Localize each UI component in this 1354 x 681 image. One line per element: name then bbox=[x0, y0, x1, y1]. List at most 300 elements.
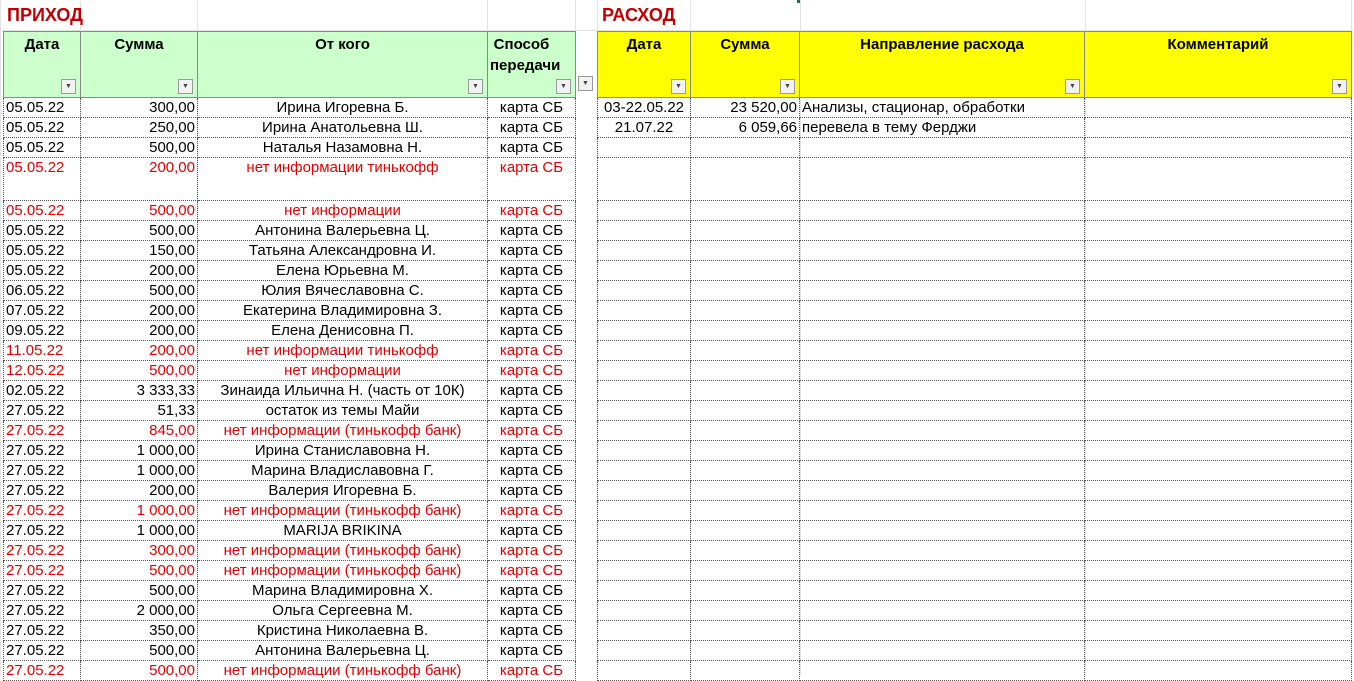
income-amount-cell[interactable]: 500,00 bbox=[81, 581, 198, 601]
income-header-method: Способ передачи ▼ bbox=[488, 32, 576, 98]
income-date-cell[interactable]: 27.05.22 bbox=[4, 461, 81, 481]
income-amount-cell[interactable]: 500,00 bbox=[81, 201, 198, 221]
expense-amount-cell[interactable] bbox=[691, 601, 800, 621]
income-from-cell[interactable]: Екатерина Владимировна З. bbox=[198, 301, 488, 321]
table-row bbox=[4, 241, 576, 261]
expense-date-cell[interactable] bbox=[598, 501, 691, 521]
income-title: ПРИХОД bbox=[7, 5, 84, 25]
expense-amount-cell[interactable] bbox=[691, 501, 800, 521]
table-row bbox=[598, 381, 1352, 401]
income-amount-cell[interactable]: 845,00 bbox=[81, 421, 198, 441]
expense-comment-cell[interactable] bbox=[1085, 361, 1352, 381]
expense-comment-cell[interactable] bbox=[1085, 581, 1352, 601]
income-method-cell[interactable]: карта СБ bbox=[488, 641, 576, 661]
income-amount-cell[interactable]: 500,00 bbox=[81, 661, 198, 681]
table-row bbox=[598, 541, 1352, 561]
expense-date-cell[interactable] bbox=[598, 661, 691, 681]
expense-comment-cell[interactable] bbox=[1085, 381, 1352, 401]
income-date-cell[interactable]: 27.05.22 bbox=[4, 521, 81, 541]
expense-direction-cell[interactable] bbox=[800, 601, 1085, 621]
expense-amount-cell[interactable]: 6 059,66 bbox=[691, 118, 800, 138]
income-date-cell[interactable]: 12.05.22 bbox=[4, 361, 81, 381]
income-from-cell[interactable]: Ольга Сергеевна М. bbox=[198, 601, 488, 621]
expense-comment-cell[interactable] bbox=[1085, 98, 1352, 118]
income-method-cell[interactable]: карта СБ bbox=[488, 158, 576, 201]
expense-date-cell[interactable] bbox=[598, 601, 691, 621]
expense-amount-cell[interactable] bbox=[691, 421, 800, 441]
expense-direction-cell[interactable] bbox=[800, 481, 1085, 501]
income-from-cell[interactable]: Елена Денисовна П. bbox=[198, 321, 488, 341]
expense-header-comment: Комментарий ▼ bbox=[1085, 32, 1352, 98]
income-method-cell[interactable]: карта СБ bbox=[488, 541, 576, 561]
expense-comment-cell[interactable] bbox=[1085, 501, 1352, 521]
income-method-cell[interactable]: карта СБ bbox=[488, 381, 576, 401]
filter-dropdown-icon[interactable]: ▼ bbox=[556, 79, 571, 94]
income-from-cell[interactable]: Юлия Вячеславовна С. bbox=[198, 281, 488, 301]
expense-direction-cell[interactable] bbox=[800, 201, 1085, 221]
expense-date-cell[interactable]: 03-22.05.22 bbox=[598, 98, 691, 118]
table-row bbox=[4, 561, 576, 581]
expense-direction-cell[interactable] bbox=[800, 621, 1085, 641]
income-method-cell[interactable]: карта СБ bbox=[488, 361, 576, 381]
income-from-cell[interactable]: Ирина Станиславовна Н. bbox=[198, 441, 488, 461]
expense-comment-cell[interactable] bbox=[1085, 201, 1352, 221]
expense-direction-cell[interactable] bbox=[800, 421, 1085, 441]
expense-comment-cell[interactable] bbox=[1085, 401, 1352, 421]
income-amount-cell[interactable]: 350,00 bbox=[81, 621, 198, 641]
table-row bbox=[598, 461, 1352, 481]
income-date-cell[interactable]: 05.05.22 bbox=[4, 138, 81, 158]
expense-amount-cell[interactable]: 23 520,00 bbox=[691, 98, 800, 118]
expense-comment-cell[interactable] bbox=[1085, 641, 1352, 661]
income-amount-cell[interactable]: 1 000,00 bbox=[81, 501, 198, 521]
expense-comment-cell[interactable] bbox=[1085, 158, 1352, 201]
income-date-cell[interactable]: 05.05.22 bbox=[4, 201, 81, 221]
table-row bbox=[598, 138, 1352, 158]
expense-amount-cell[interactable] bbox=[691, 138, 800, 158]
expense-direction-cell[interactable] bbox=[800, 501, 1085, 521]
income-header-amount: Сумма ▼ bbox=[81, 32, 198, 98]
income-header-from: От кого ▼ bbox=[198, 32, 488, 98]
table-row bbox=[4, 281, 576, 301]
income-amount-cell[interactable]: 300,00 bbox=[81, 98, 198, 118]
expense-direction-cell[interactable] bbox=[800, 158, 1085, 201]
income-amount-cell[interactable]: 51,33 bbox=[81, 401, 198, 421]
table-row bbox=[4, 581, 576, 601]
expense-date-cell[interactable] bbox=[598, 521, 691, 541]
income-method-cell[interactable]: карта СБ bbox=[488, 118, 576, 138]
income-date-cell[interactable]: 27.05.22 bbox=[4, 641, 81, 661]
filter-dropdown-icon[interactable]: ▼ bbox=[671, 79, 686, 94]
expense-comment-cell[interactable] bbox=[1085, 481, 1352, 501]
expense-comment-cell[interactable] bbox=[1085, 281, 1352, 301]
income-date-cell[interactable]: 07.05.22 bbox=[4, 301, 81, 321]
table-row bbox=[598, 321, 1352, 341]
income-from-cell[interactable]: Наталья Назамовна Н. bbox=[198, 138, 488, 158]
income-header-date: Дата ▼ bbox=[4, 32, 81, 98]
income-from-cell[interactable]: нет информации тинькофф bbox=[198, 158, 488, 201]
table-row bbox=[4, 98, 576, 118]
income-amount-cell[interactable]: 500,00 bbox=[81, 641, 198, 661]
expense-comment-cell[interactable] bbox=[1085, 601, 1352, 621]
table-row bbox=[4, 138, 576, 158]
table-row bbox=[4, 361, 576, 381]
income-method-cell[interactable]: карта СБ bbox=[488, 221, 576, 241]
table-row bbox=[598, 601, 1352, 621]
expense-direction-cell[interactable] bbox=[800, 581, 1085, 601]
income-date-cell[interactable]: 27.05.22 bbox=[4, 481, 81, 501]
income-amount-cell[interactable]: 200,00 bbox=[81, 301, 198, 321]
expense-comment-cell[interactable] bbox=[1085, 321, 1352, 341]
income-from-cell[interactable]: Антонина Валерьевна Ц. bbox=[198, 641, 488, 661]
expense-amount-cell[interactable] bbox=[691, 461, 800, 481]
income-from-cell[interactable]: Марина Владиславовна Г. bbox=[198, 461, 488, 481]
income-method-cell[interactable]: карта СБ bbox=[488, 301, 576, 321]
income-method-cell[interactable]: карта СБ bbox=[488, 421, 576, 441]
expense-amount-cell[interactable] bbox=[691, 581, 800, 601]
income-method-cell[interactable]: карта СБ bbox=[488, 281, 576, 301]
income-from-cell[interactable]: Татьяна Александровна И. bbox=[198, 241, 488, 261]
income-from-cell[interactable]: нет информации (тинькофф банк) bbox=[198, 661, 488, 681]
income-amount-cell[interactable]: 500,00 bbox=[81, 281, 198, 301]
expense-direction-cell[interactable] bbox=[800, 521, 1085, 541]
table-row bbox=[598, 441, 1352, 461]
expense-comment-cell[interactable] bbox=[1085, 421, 1352, 441]
expense-amount-cell[interactable] bbox=[691, 381, 800, 401]
expense-direction-cell[interactable] bbox=[800, 541, 1085, 561]
table-row bbox=[598, 501, 1352, 521]
table-row bbox=[4, 381, 576, 401]
income-date-cell[interactable]: 27.05.22 bbox=[4, 541, 81, 561]
table-row bbox=[598, 521, 1352, 541]
table-row bbox=[4, 481, 576, 501]
income-date-cell[interactable]: 27.05.22 bbox=[4, 421, 81, 441]
income-date-cell[interactable]: 27.05.22 bbox=[4, 601, 81, 621]
expense-date-cell[interactable] bbox=[598, 441, 691, 461]
income-date-cell[interactable]: 27.05.22 bbox=[4, 561, 81, 581]
expense-date-cell[interactable] bbox=[598, 261, 691, 281]
income-date-cell[interactable]: 05.05.22 bbox=[4, 118, 81, 138]
expense-comment-cell[interactable] bbox=[1085, 541, 1352, 561]
expense-date-cell[interactable]: 21.07.22 bbox=[598, 118, 691, 138]
expense-comment-cell[interactable] bbox=[1085, 241, 1352, 261]
table-row bbox=[4, 401, 576, 421]
table-row bbox=[4, 661, 576, 681]
income-from-cell[interactable]: нет информации (тинькофф банк) bbox=[198, 501, 488, 521]
expense-table bbox=[597, 31, 1352, 681]
income-amount-cell[interactable]: 200,00 bbox=[81, 321, 198, 341]
income-date-cell[interactable]: 05.05.22 bbox=[4, 158, 81, 201]
income-amount-cell[interactable]: 200,00 bbox=[81, 341, 198, 361]
income-date-cell[interactable]: 27.05.22 bbox=[4, 581, 81, 601]
expense-comment-cell[interactable] bbox=[1085, 661, 1352, 681]
table-row bbox=[4, 421, 576, 441]
expense-direction-cell[interactable] bbox=[800, 561, 1085, 581]
income-from-cell[interactable]: нет информации bbox=[198, 201, 488, 221]
table-row bbox=[598, 621, 1352, 641]
expense-date-cell[interactable] bbox=[598, 581, 691, 601]
expense-amount-cell[interactable] bbox=[691, 541, 800, 561]
expense-amount-cell[interactable] bbox=[691, 661, 800, 681]
filter-dropdown-icon[interactable]: ▼ bbox=[578, 76, 593, 91]
income-method-cell[interactable]: карта СБ bbox=[488, 241, 576, 261]
income-from-cell[interactable]: нет информации bbox=[198, 361, 488, 381]
expense-header-date: Дата ▼ bbox=[598, 32, 691, 98]
income-amount-cell[interactable]: 200,00 bbox=[81, 261, 198, 281]
filter-dropdown-icon[interactable]: ▼ bbox=[1065, 79, 1080, 94]
income-date-cell[interactable]: 05.05.22 bbox=[4, 221, 81, 241]
table-row bbox=[598, 261, 1352, 281]
income-date-cell[interactable]: 05.05.22 bbox=[4, 241, 81, 261]
income-method-cell[interactable]: карта СБ bbox=[488, 561, 576, 581]
expense-comment-cell[interactable] bbox=[1085, 521, 1352, 541]
income-amount-cell[interactable]: 500,00 bbox=[81, 221, 198, 241]
expense-date-cell[interactable] bbox=[598, 158, 691, 201]
table-row bbox=[598, 641, 1352, 661]
income-method-cell[interactable]: карта СБ bbox=[488, 501, 576, 521]
expense-amount-cell[interactable] bbox=[691, 158, 800, 201]
income-method-cell[interactable]: карта СБ bbox=[488, 321, 576, 341]
income-from-cell[interactable]: Ирина Игоревна Б. bbox=[198, 98, 488, 118]
table-row bbox=[598, 661, 1352, 681]
expense-amount-cell[interactable] bbox=[691, 281, 800, 301]
income-from-cell[interactable]: нет информации (тинькофф банк) bbox=[198, 421, 488, 441]
table-row bbox=[4, 541, 576, 561]
table-row bbox=[598, 421, 1352, 441]
expense-direction-cell[interactable] bbox=[800, 641, 1085, 661]
income-from-cell[interactable]: Зинаида Ильична Н. (часть от 10К) bbox=[198, 381, 488, 401]
expense-date-cell[interactable] bbox=[598, 541, 691, 561]
table-row bbox=[4, 201, 576, 221]
expense-amount-cell[interactable] bbox=[691, 221, 800, 241]
income-amount-cell[interactable]: 1 000,00 bbox=[81, 461, 198, 481]
income-amount-cell[interactable]: 2 000,00 bbox=[81, 601, 198, 621]
expense-comment-cell[interactable] bbox=[1085, 461, 1352, 481]
income-date-cell[interactable]: 27.05.22 bbox=[4, 501, 81, 521]
expense-comment-cell[interactable] bbox=[1085, 301, 1352, 321]
income-method-cell[interactable]: карта СБ bbox=[488, 601, 576, 621]
expense-comment-cell[interactable] bbox=[1085, 138, 1352, 158]
income-method-cell[interactable]: карта СБ bbox=[488, 581, 576, 601]
expense-date-cell[interactable] bbox=[598, 341, 691, 361]
income-from-cell[interactable]: нет информации тинькофф bbox=[198, 341, 488, 361]
expense-direction-cell[interactable] bbox=[800, 381, 1085, 401]
expense-comment-cell[interactable] bbox=[1085, 621, 1352, 641]
income-method-cell[interactable]: карта СБ bbox=[488, 201, 576, 221]
expense-date-cell[interactable] bbox=[598, 621, 691, 641]
expense-comment-cell[interactable] bbox=[1085, 561, 1352, 581]
filter-dropdown-icon[interactable]: ▼ bbox=[468, 79, 483, 94]
income-table bbox=[3, 31, 576, 681]
expense-direction-cell[interactable] bbox=[800, 138, 1085, 158]
expense-amount-cell[interactable] bbox=[691, 261, 800, 281]
income-date-cell[interactable]: 02.05.22 bbox=[4, 381, 81, 401]
expense-comment-cell[interactable] bbox=[1085, 118, 1352, 138]
expense-amount-cell[interactable] bbox=[691, 641, 800, 661]
expense-amount-cell[interactable] bbox=[691, 441, 800, 461]
income-method-cell[interactable]: карта СБ bbox=[488, 621, 576, 641]
table-row bbox=[4, 641, 576, 661]
table-row bbox=[598, 158, 1352, 201]
expense-amount-cell[interactable] bbox=[691, 521, 800, 541]
filter-dropdown-icon[interactable]: ▼ bbox=[1332, 79, 1347, 94]
expense-direction-cell[interactable] bbox=[800, 661, 1085, 681]
income-from-cell[interactable]: Валерия Игоревна Б. bbox=[198, 481, 488, 501]
income-amount-cell[interactable]: 1 000,00 bbox=[81, 521, 198, 541]
income-amount-cell[interactable]: 200,00 bbox=[81, 158, 198, 201]
filter-dropdown-icon[interactable]: ▼ bbox=[178, 79, 193, 94]
expense-direction-cell[interactable] bbox=[800, 441, 1085, 461]
expense-header-direction: Направление расхода ▼ bbox=[800, 32, 1085, 98]
income-date-cell[interactable]: 27.05.22 bbox=[4, 441, 81, 461]
table-row bbox=[4, 621, 576, 641]
table-row bbox=[4, 441, 576, 461]
expense-amount-cell[interactable] bbox=[691, 341, 800, 361]
income-amount-cell[interactable]: 200,00 bbox=[81, 481, 198, 501]
income-method-cell[interactable]: карта СБ bbox=[488, 261, 576, 281]
expense-date-cell[interactable] bbox=[598, 221, 691, 241]
expense-title: РАСХОД bbox=[602, 5, 676, 25]
income-from-cell[interactable]: Антонина Валерьевна Ц. bbox=[198, 221, 488, 241]
expense-date-cell[interactable] bbox=[598, 461, 691, 481]
table-row bbox=[598, 401, 1352, 421]
expense-direction-cell[interactable] bbox=[800, 461, 1085, 481]
expense-date-cell[interactable] bbox=[598, 281, 691, 301]
expense-comment-cell[interactable] bbox=[1085, 441, 1352, 461]
income-method-cell[interactable]: карта СБ bbox=[488, 521, 576, 541]
table-row bbox=[4, 341, 576, 361]
table-row bbox=[598, 98, 1352, 118]
expense-date-cell[interactable] bbox=[598, 381, 691, 401]
table-row bbox=[598, 118, 1352, 138]
expense-amount-cell[interactable] bbox=[691, 241, 800, 261]
expense-date-cell[interactable] bbox=[598, 301, 691, 321]
expense-comment-cell[interactable] bbox=[1085, 221, 1352, 241]
expense-date-cell[interactable] bbox=[598, 201, 691, 221]
expense-direction-cell[interactable] bbox=[800, 341, 1085, 361]
expense-date-cell[interactable] bbox=[598, 241, 691, 261]
expense-direction-cell[interactable] bbox=[800, 221, 1085, 241]
table-row bbox=[598, 481, 1352, 501]
expense-amount-cell[interactable] bbox=[691, 321, 800, 341]
expense-direction-cell[interactable] bbox=[800, 321, 1085, 341]
table-row bbox=[598, 201, 1352, 221]
table-row bbox=[4, 158, 576, 201]
income-method-cell[interactable]: карта СБ bbox=[488, 441, 576, 461]
expense-direction-cell[interactable]: перевела в тему Ферджи bbox=[800, 118, 1085, 138]
expense-direction-cell[interactable] bbox=[800, 361, 1085, 381]
table-row bbox=[4, 118, 576, 138]
income-amount-cell[interactable]: 500,00 bbox=[81, 361, 198, 381]
table-row bbox=[598, 241, 1352, 261]
expense-amount-cell[interactable] bbox=[691, 201, 800, 221]
income-from-cell[interactable]: нет информации (тинькофф банк) bbox=[198, 541, 488, 561]
table-row bbox=[598, 281, 1352, 301]
income-from-cell[interactable]: Елена Юрьевна М. bbox=[198, 261, 488, 281]
expense-comment-cell[interactable] bbox=[1085, 341, 1352, 361]
expense-comment-cell[interactable] bbox=[1085, 261, 1352, 281]
income-from-cell[interactable]: нет информации (тинькофф банк) bbox=[198, 561, 488, 581]
expense-amount-cell[interactable] bbox=[691, 561, 800, 581]
filter-dropdown-icon[interactable]: ▼ bbox=[780, 79, 795, 94]
expense-direction-cell[interactable] bbox=[800, 301, 1085, 321]
table-row bbox=[4, 521, 576, 541]
expense-header-amount: Сумма ▼ bbox=[691, 32, 800, 98]
expense-direction-cell[interactable] bbox=[800, 261, 1085, 281]
expense-date-cell[interactable] bbox=[598, 561, 691, 581]
income-date-cell[interactable]: 27.05.22 bbox=[4, 401, 81, 421]
filter-dropdown-icon[interactable]: ▼ bbox=[61, 79, 76, 94]
income-from-cell[interactable]: MARIJA BRIKINA bbox=[198, 521, 488, 541]
income-date-cell[interactable]: 05.05.22 bbox=[4, 261, 81, 281]
expense-date-cell[interactable] bbox=[598, 361, 691, 381]
income-method-cell[interactable]: карта СБ bbox=[488, 138, 576, 158]
income-from-cell[interactable]: остаток из темы Майи bbox=[198, 401, 488, 421]
income-amount-cell[interactable]: 500,00 bbox=[81, 138, 198, 158]
expense-direction-cell[interactable] bbox=[800, 401, 1085, 421]
income-amount-cell[interactable]: 500,00 bbox=[81, 561, 198, 581]
income-date-cell[interactable]: 06.05.22 bbox=[4, 281, 81, 301]
income-method-cell[interactable]: карта СБ bbox=[488, 461, 576, 481]
gridline-v bbox=[0, 0, 1, 675]
income-date-cell[interactable]: 09.05.22 bbox=[4, 321, 81, 341]
expense-direction-cell[interactable] bbox=[800, 241, 1085, 261]
expense-date-cell[interactable] bbox=[598, 421, 691, 441]
income-method-cell[interactable]: карта СБ bbox=[488, 98, 576, 118]
table-row bbox=[4, 321, 576, 341]
expense-direction-cell[interactable]: Анализы, стационар, обработки bbox=[800, 98, 1085, 118]
expense-amount-cell[interactable] bbox=[691, 401, 800, 421]
income-date-cell[interactable]: 27.05.22 bbox=[4, 661, 81, 681]
table-row bbox=[598, 221, 1352, 241]
active-column-marker bbox=[797, 0, 800, 3]
table-row bbox=[598, 561, 1352, 581]
income-from-cell[interactable]: Кристина Николаевна В. bbox=[198, 621, 488, 641]
expense-direction-cell[interactable] bbox=[800, 281, 1085, 301]
expense-date-cell[interactable] bbox=[598, 401, 691, 421]
income-amount-cell[interactable]: 250,00 bbox=[81, 118, 198, 138]
income-amount-cell[interactable]: 150,00 bbox=[81, 241, 198, 261]
income-amount-cell[interactable]: 3 333,33 bbox=[81, 381, 198, 401]
income-method-cell[interactable]: карта СБ bbox=[488, 401, 576, 421]
table-row bbox=[598, 361, 1352, 381]
table-row bbox=[598, 341, 1352, 361]
expense-date-cell[interactable] bbox=[598, 481, 691, 501]
table-row bbox=[4, 301, 576, 321]
expense-amount-cell[interactable] bbox=[691, 481, 800, 501]
income-date-cell[interactable]: 11.05.22 bbox=[4, 341, 81, 361]
expense-date-cell[interactable] bbox=[598, 641, 691, 661]
expense-amount-cell[interactable] bbox=[691, 301, 800, 321]
income-amount-cell[interactable]: 1 000,00 bbox=[81, 441, 198, 461]
expense-date-cell[interactable] bbox=[598, 321, 691, 341]
expense-amount-cell[interactable] bbox=[691, 361, 800, 381]
income-method-cell[interactable]: карта СБ bbox=[488, 661, 576, 681]
table-row bbox=[598, 301, 1352, 321]
table-row bbox=[4, 601, 576, 621]
income-method-cell[interactable]: карта СБ bbox=[488, 341, 576, 361]
expense-date-cell[interactable] bbox=[598, 138, 691, 158]
table-row bbox=[4, 501, 576, 521]
table-row bbox=[4, 261, 576, 281]
income-from-cell[interactable]: Марина Владимировна Х. bbox=[198, 581, 488, 601]
income-date-cell[interactable]: 05.05.22 bbox=[4, 98, 81, 118]
income-from-cell[interactable]: Ирина Анатольевна Ш. bbox=[198, 118, 488, 138]
income-amount-cell[interactable]: 300,00 bbox=[81, 541, 198, 561]
income-date-cell[interactable]: 27.05.22 bbox=[4, 621, 81, 641]
income-method-cell[interactable]: карта СБ bbox=[488, 481, 576, 501]
expense-amount-cell[interactable] bbox=[691, 621, 800, 641]
